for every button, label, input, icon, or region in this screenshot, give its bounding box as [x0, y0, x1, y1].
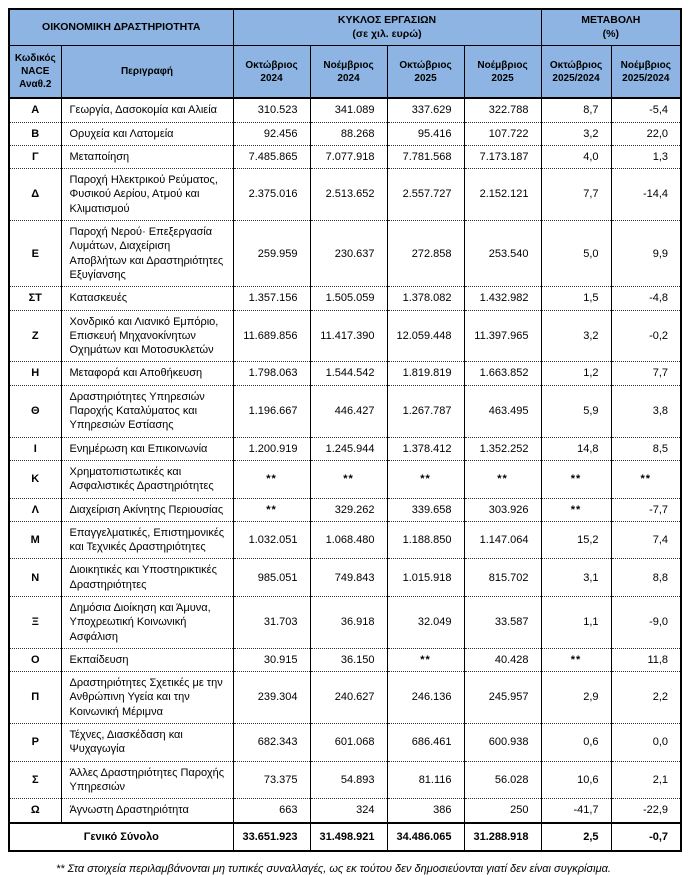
activity-description: Εκπαίδευση — [61, 648, 233, 671]
value-change-oct: 1,1 — [541, 597, 611, 649]
value-change-oct: 7,7 — [541, 169, 611, 221]
grand-total-oct-2025: 34.486.065 — [387, 823, 464, 851]
value-nov-2025: 1.352.252 — [464, 437, 541, 460]
value-change-oct: ** — [541, 648, 611, 671]
nace-code: Π — [9, 672, 61, 724]
value-oct-2025: 686.461 — [387, 724, 464, 762]
value-oct-2025: 1.819.819 — [387, 362, 464, 385]
value-change-oct: 3,2 — [541, 310, 611, 362]
table-row — [9, 761, 681, 799]
grand-total-row — [9, 823, 681, 851]
value-change-nov: 22,0 — [611, 122, 681, 145]
grand-total-oct-2024: 33.651.923 — [233, 823, 310, 851]
header-group-row — [9, 9, 681, 46]
value-nov-2024: 2.513.652 — [310, 169, 387, 221]
activity-description: Ορυχεία και Λατομεία — [61, 122, 233, 145]
activity-description: Άγνωστη Δραστηριότητα — [61, 799, 233, 823]
value-change-nov: 11,8 — [611, 648, 681, 671]
table-row — [9, 122, 681, 145]
value-nov-2024: 324 — [310, 799, 387, 823]
activity-description: Δημόσια Διοίκηση και Άμυνα, Υποχρεωτική Κοινωνική Ασφάλιση — [61, 597, 233, 649]
nace-code: Γ — [9, 145, 61, 168]
activity-description: Παροχή Νερού· Επεξεργασία Λυμάτων, Διαχείριση Αποβλήτων και Δραστηριότητες Εξυγίανσης — [61, 221, 233, 287]
table-row — [9, 145, 681, 168]
value-nov-2025: 40.428 — [464, 648, 541, 671]
nace-code: Θ — [9, 385, 61, 437]
nace-code: Ζ — [9, 310, 61, 362]
table-row — [9, 799, 681, 823]
table-row — [9, 597, 681, 649]
nace-code: Ξ — [9, 597, 61, 649]
value-nov-2024: 240.627 — [310, 672, 387, 724]
activity-description: Μεταφορά και Αποθήκευση — [61, 362, 233, 385]
grand-total-nov-2025: 31.288.918 — [464, 823, 541, 851]
value-nov-2025: 1.663.852 — [464, 362, 541, 385]
value-change-oct: 10,6 — [541, 761, 611, 799]
value-change-oct: 5,0 — [541, 221, 611, 287]
grand-total-change-nov: -0,7 — [611, 823, 681, 851]
value-nov-2024: 749.843 — [310, 559, 387, 597]
nace-code: Β — [9, 122, 61, 145]
value-nov-2025: 7.173.187 — [464, 145, 541, 168]
activity-description: Χονδρικό και Λιανικό Εμπόριο, Επισκευή Μηχανοκίνητων Οχημάτων και Μοτοσυκλετών — [61, 310, 233, 362]
value-change-oct: ** — [541, 460, 611, 498]
value-nov-2024: 1.068.480 — [310, 521, 387, 559]
value-oct-2025: 12.059.448 — [387, 310, 464, 362]
grand-total-change-oct: 2,5 — [541, 823, 611, 851]
value-oct-2024: 1.196.667 — [233, 385, 310, 437]
col-header-change-oct: Οκτώβριος 2025/2024 — [541, 46, 611, 99]
value-change-nov: 9,9 — [611, 221, 681, 287]
header-column-row — [9, 46, 681, 99]
header-economic-activity — [9, 9, 233, 46]
value-nov-2024: 88.268 — [310, 122, 387, 145]
value-change-oct: ** — [541, 498, 611, 521]
col-header-oct-2025: Οκτώβριος 2025 — [387, 46, 464, 99]
table-row — [9, 521, 681, 559]
nace-code: Κ — [9, 460, 61, 498]
value-oct-2025: 32.049 — [387, 597, 464, 649]
value-change-oct: 8,7 — [541, 98, 611, 122]
value-nov-2025: 1.147.064 — [464, 521, 541, 559]
value-change-oct: 3,2 — [541, 122, 611, 145]
activity-description: Μεταποίηση — [61, 145, 233, 168]
nace-code: Σ — [9, 761, 61, 799]
value-change-nov: -22,9 — [611, 799, 681, 823]
table-body — [9, 98, 681, 822]
value-oct-2025: 95.416 — [387, 122, 464, 145]
value-oct-2025: 386 — [387, 799, 464, 823]
nace-code: ΣΤ — [9, 287, 61, 310]
value-oct-2024: 1.200.919 — [233, 437, 310, 460]
value-oct-2024: 7.485.865 — [233, 145, 310, 168]
activity-description: Διοικητικές και Υποστηρικτικές Δραστηριότητες — [61, 559, 233, 597]
value-oct-2024: ** — [233, 498, 310, 521]
value-oct-2024: 2.375.016 — [233, 169, 310, 221]
value-nov-2025: 33.587 — [464, 597, 541, 649]
value-nov-2025: 245.957 — [464, 672, 541, 724]
value-nov-2024: 446.427 — [310, 385, 387, 437]
value-change-nov: 1,3 — [611, 145, 681, 168]
value-oct-2024: 985.051 — [233, 559, 310, 597]
header-turnover-label: ΚΥΚΛΟΣ ΕΡΓΑΣΙΩΝ — [337, 14, 437, 26]
col-header-nov-2024: Νοέμβριος 2024 — [310, 46, 387, 99]
value-oct-2025: ** — [387, 460, 464, 498]
nace-code: Ο — [9, 648, 61, 671]
value-nov-2025: 1.432.982 — [464, 287, 541, 310]
value-change-nov: -7,7 — [611, 498, 681, 521]
grand-total-label: Γενικό Σύνολο — [9, 823, 233, 851]
value-change-oct: -41,7 — [541, 799, 611, 823]
activity-description: Διαχείριση Ακίνητης Περιουσίας — [61, 498, 233, 521]
value-nov-2024: 1.544.542 — [310, 362, 387, 385]
value-nov-2024: 11.417.390 — [310, 310, 387, 362]
value-nov-2024: 601.068 — [310, 724, 387, 762]
table-row — [9, 221, 681, 287]
value-oct-2024: 259.959 — [233, 221, 310, 287]
table-footer — [9, 823, 681, 851]
value-change-oct: 1,5 — [541, 287, 611, 310]
activity-description: Χρηματοπιστωτικές και Ασφαλιστικές Δραστηριότητες — [61, 460, 233, 498]
nace-code: Μ — [9, 521, 61, 559]
value-oct-2025: 337.629 — [387, 98, 464, 122]
value-change-nov: -5,4 — [611, 98, 681, 122]
table-row — [9, 437, 681, 460]
value-oct-2024: 30.915 — [233, 648, 310, 671]
value-oct-2025: 1.267.787 — [387, 385, 464, 437]
col-header-description: Περιγραφή — [61, 46, 233, 99]
footnote: ** Στα στοιχεία περιλαμβάνονται μη τυπικές συναλλαγές, ως εκ τούτου δεν δημοσιεύονται γιατί δεν είναι συγκρίσιμα. — [56, 862, 611, 875]
value-change-oct: 5,9 — [541, 385, 611, 437]
value-nov-2025: 253.540 — [464, 221, 541, 287]
value-oct-2025: 1.378.412 — [387, 437, 464, 460]
nace-code: Ω — [9, 799, 61, 823]
value-oct-2024: 92.456 — [233, 122, 310, 145]
value-oct-2025: 7.781.568 — [387, 145, 464, 168]
value-nov-2025: 600.938 — [464, 724, 541, 762]
value-oct-2025: ** — [387, 648, 464, 671]
value-oct-2025: 246.136 — [387, 672, 464, 724]
nace-code: Ε — [9, 221, 61, 287]
value-nov-2024: 54.893 — [310, 761, 387, 799]
value-nov-2024: ** — [310, 460, 387, 498]
value-oct-2025: 1.015.918 — [387, 559, 464, 597]
value-nov-2024: 329.262 — [310, 498, 387, 521]
table-row — [9, 498, 681, 521]
value-nov-2024: 36.918 — [310, 597, 387, 649]
nace-code: Ν — [9, 559, 61, 597]
header-turnover — [233, 9, 541, 46]
table-row — [9, 98, 681, 122]
value-oct-2024: 11.689.856 — [233, 310, 310, 362]
value-nov-2024: 230.637 — [310, 221, 387, 287]
value-change-oct: 14,8 — [541, 437, 611, 460]
table-row — [9, 672, 681, 724]
table-header — [9, 9, 681, 98]
value-change-oct: 15,2 — [541, 521, 611, 559]
value-nov-2024: 1.505.059 — [310, 287, 387, 310]
table-row — [9, 287, 681, 310]
value-change-nov: 8,8 — [611, 559, 681, 597]
table-row — [9, 724, 681, 762]
value-nov-2025: 2.152.121 — [464, 169, 541, 221]
value-nov-2024: 7.077.918 — [310, 145, 387, 168]
value-change-nov: 2,2 — [611, 672, 681, 724]
value-oct-2024: ** — [233, 460, 310, 498]
col-header-oct-2024: Οκτώβριος 2024 — [233, 46, 310, 99]
table-row — [9, 559, 681, 597]
value-change-nov: -4,8 — [611, 287, 681, 310]
table-row — [9, 460, 681, 498]
nace-code: Ρ — [9, 724, 61, 762]
value-nov-2025: 107.722 — [464, 122, 541, 145]
table-row — [9, 169, 681, 221]
value-change-oct: 2,9 — [541, 672, 611, 724]
activity-description: Γεωργία, Δασοκομία και Αλιεία — [61, 98, 233, 122]
activity-description: Επαγγελματικές, Επιστημονικές και Τεχνικές Δραστηριότητες — [61, 521, 233, 559]
value-nov-2025: 303.926 — [464, 498, 541, 521]
value-oct-2024: 310.523 — [233, 98, 310, 122]
header-change-label: ΜΕΤΑΒΟΛΗ — [581, 14, 641, 26]
value-nov-2025: 815.702 — [464, 559, 541, 597]
value-oct-2024: 1.032.051 — [233, 521, 310, 559]
value-nov-2025: ** — [464, 460, 541, 498]
value-nov-2025: 463.495 — [464, 385, 541, 437]
value-change-nov: 3,8 — [611, 385, 681, 437]
value-oct-2024: 31.703 — [233, 597, 310, 649]
activity-description: Δραστηριότητες Σχετικές με την Ανθρώπινη Υγεία και την Κοινωνική Μέριμνα — [61, 672, 233, 724]
value-change-nov: ** — [611, 460, 681, 498]
value-oct-2025: 1.378.082 — [387, 287, 464, 310]
value-change-nov: -9,0 — [611, 597, 681, 649]
value-change-oct: 0,6 — [541, 724, 611, 762]
header-turnover-unit: (σε χιλ. ευρώ) — [352, 27, 422, 40]
col-header-nov-2025: Νοέμβριος 2025 — [464, 46, 541, 99]
value-change-oct: 1,2 — [541, 362, 611, 385]
table-row — [9, 310, 681, 362]
value-change-nov: 8,5 — [611, 437, 681, 460]
activity-description: Κατασκευές — [61, 287, 233, 310]
activity-description: Δραστηριότητες Υπηρεσιών Παροχής Καταλύματος και Υπηρεσιών Εστίασης — [61, 385, 233, 437]
activity-description: Ενημέρωση και Επικοινωνία — [61, 437, 233, 460]
nace-code: Α — [9, 98, 61, 122]
nace-code: Η — [9, 362, 61, 385]
value-oct-2025: 81.116 — [387, 761, 464, 799]
value-change-nov: 7,7 — [611, 362, 681, 385]
value-change-nov: 7,4 — [611, 521, 681, 559]
value-nov-2025: 250 — [464, 799, 541, 823]
value-nov-2025: 11.397.965 — [464, 310, 541, 362]
value-oct-2024: 682.343 — [233, 724, 310, 762]
value-change-oct: 3,1 — [541, 559, 611, 597]
activity-description: Τέχνες, Διασκέδαση και Ψυχαγωγία — [61, 724, 233, 762]
header-economic-activity-label: ΟΙΚΟΝΟΜΙΚΗ ΔΡΑΣΤΗΡΙΟΤΗΤΑ — [42, 20, 201, 33]
value-oct-2024: 1.357.156 — [233, 287, 310, 310]
value-nov-2024: 1.245.944 — [310, 437, 387, 460]
value-change-nov: -14,4 — [611, 169, 681, 221]
table-row — [9, 648, 681, 671]
value-oct-2024: 73.375 — [233, 761, 310, 799]
value-oct-2024: 663 — [233, 799, 310, 823]
col-header-nace-code: Κωδικός NACE Αναθ.2 — [9, 46, 61, 99]
header-change-unit: (%) — [602, 27, 619, 40]
value-nov-2025: 56.028 — [464, 761, 541, 799]
value-change-nov: -0,2 — [611, 310, 681, 362]
turnover-table — [8, 8, 682, 852]
value-change-nov: 2,1 — [611, 761, 681, 799]
value-oct-2025: 1.188.850 — [387, 521, 464, 559]
value-oct-2025: 272.858 — [387, 221, 464, 287]
value-nov-2024: 36.150 — [310, 648, 387, 671]
value-oct-2025: 2.557.727 — [387, 169, 464, 221]
grand-total-nov-2024: 31.498.921 — [310, 823, 387, 851]
value-oct-2025: 339.658 — [387, 498, 464, 521]
col-header-change-nov: Νοέμβριος 2025/2024 — [611, 46, 681, 99]
value-oct-2024: 239.304 — [233, 672, 310, 724]
value-nov-2024: 341.089 — [310, 98, 387, 122]
value-change-nov: 0,0 — [611, 724, 681, 762]
nace-code: Δ — [9, 169, 61, 221]
activity-description: Άλλες Δραστηριότητες Παροχής Υπηρεσιών — [61, 761, 233, 799]
header-change — [541, 9, 681, 46]
activity-description: Παροχή Ηλεκτρικού Ρεύματος, Φυσικού Αερίου, Ατμού και Κλιματισμού — [61, 169, 233, 221]
nace-code: Ι — [9, 437, 61, 460]
value-change-oct: 4,0 — [541, 145, 611, 168]
table-row — [9, 385, 681, 437]
nace-code: Λ — [9, 498, 61, 521]
value-nov-2025: 322.788 — [464, 98, 541, 122]
value-oct-2024: 1.798.063 — [233, 362, 310, 385]
table-row — [9, 362, 681, 385]
